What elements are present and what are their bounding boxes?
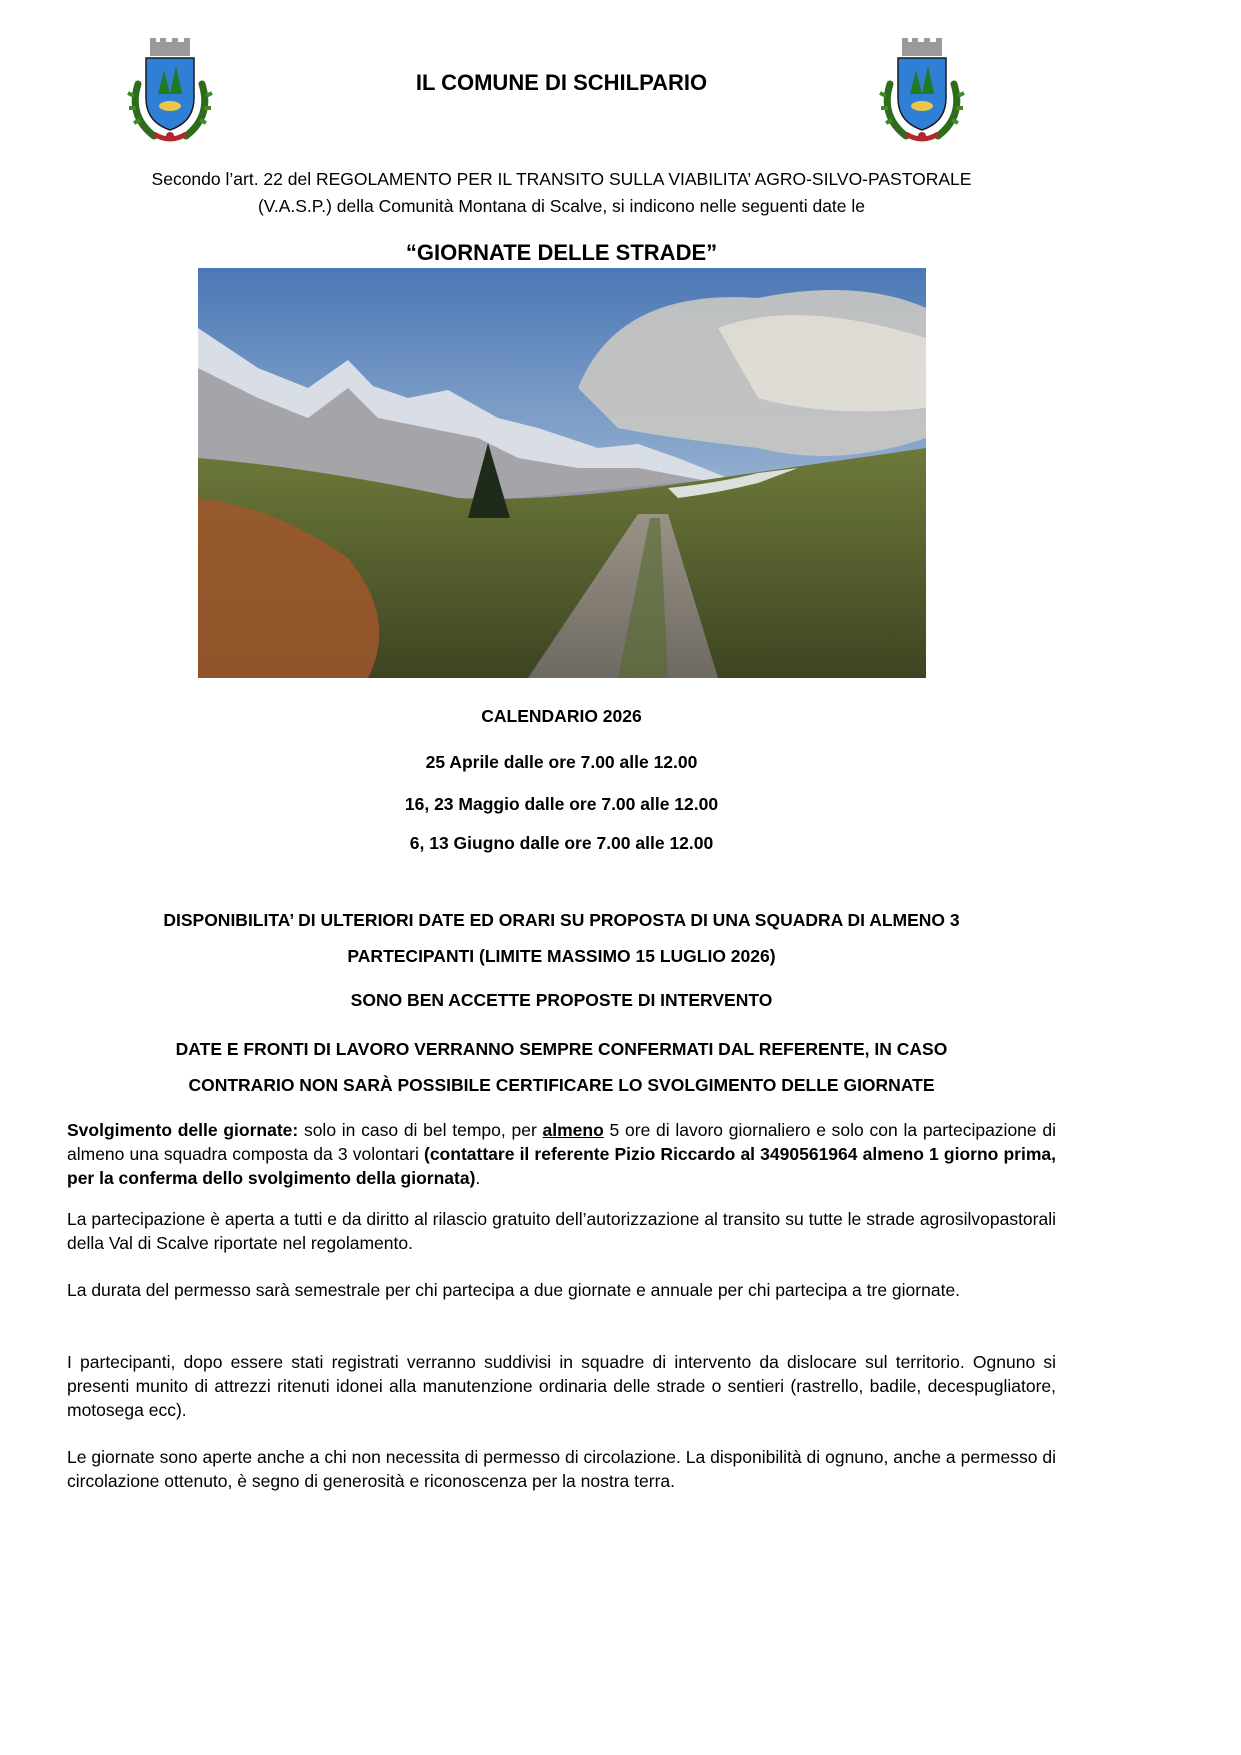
availability-notice [60,902,1063,974]
availability-line-2: PARTECIPANTI (LIMITE MASSIMO 15 LUGLIO 2026) [347,946,776,966]
schedule-contact: (contattare il referente Pizio Riccardo al 3490561964 almeno 1 giorno prima, per la conferma dello svolgimento della giornata) [67,1144,1056,1188]
availability-line-1: DISPONIBILITA’ DI ULTERIORI DATE ED ORARI SU PROPOSTA DI UNA SQUADRA DI ALMENO 3 [163,910,960,930]
intro-line-2: (V.A.S.P.) della Comunità Montana di Scalve, si indicono nelle seguenti date le [257,196,866,216]
paragraph-participation [67,1207,1056,1255]
mountain-road-photo [198,268,926,678]
page-title: IL COMUNE DI SCHILPARIO [415,70,708,95]
open-text: Le giornate sono aperte anche a chi non necessita di permesso di circolazione. La disponibilità di ognuno, anche a permesso di circolazione ottenuto, è segno di generosità e riconoscenza per la nostra terra. [67,1447,1056,1491]
intro-text [60,166,1063,220]
schedule-end: . [475,1168,481,1188]
coat-of-arms-icon [876,36,968,146]
calendar-date: 16, 23 Maggio dalle ore 7.00 alle 12.00 [404,794,719,814]
proposals-notice: SONO BEN ACCETTE PROPOSTE DI INTERVENTO [350,990,773,1010]
calendar-date: 25 Aprile dalle ore 7.00 alle 12.00 [425,752,698,772]
calendar-title: CALENDARIO 2026 [481,706,642,726]
paragraph-open [67,1445,1056,1493]
schedule-text-b: 5 ore di lavoro giornaliero e solo con la partecipazione di almeno una squadra composta da 3 volontari [67,1120,1056,1164]
calendar-date: 6, 13 Giugno dalle ore 7.00 alle 12.00 [409,833,714,853]
confirmation-notice [60,1031,1063,1103]
paragraph-duration [67,1278,1056,1302]
paragraph-schedule [67,1118,1056,1190]
confirmation-line-1: DATE E FRONTI DI LAVORO VERRANNO SEMPRE CONFERMATI DAL REFERENTE, IN CASO [175,1039,948,1059]
teams-text: I partecipanti, dopo essere stati registrati verranno suddivisi in squadre di intervento da dislocare sul territorio. Ognuno si presenti munito di attrezzi ritenuti idonei alla manutenzione ordinaria delle strade o sentieri (rastrello, badile, decespugliatore, motosega ecc). [67,1352,1056,1420]
duration-text: La durata del permesso sarà semestrale per chi partecipa a due giornate e annuale per chi partecipa a tre giornate. [67,1280,961,1300]
subtitle: “GIORNATE DELLE STRADE” [405,240,718,265]
paragraph-teams [67,1350,1056,1422]
schedule-underlined: almeno [542,1120,604,1140]
confirmation-line-2: CONTRARIO NON SARÀ POSSIBILE CERTIFICARE LO SVOLGIMENTO DELLE GIORNATE [188,1075,935,1095]
schedule-text-a: solo in caso di bel tempo, per [298,1120,543,1140]
schedule-label: Svolgimento delle giornate: [67,1120,299,1140]
participation-text: La partecipazione è aperta a tutti e da diritto al rilascio gratuito dell’autorizzazione al transito su tutte le strade agrosilvopastorali della Val di Scalve riportate nel regolamento. [67,1209,1056,1253]
intro-line-1: Secondo l’art. 22 del REGOLAMENTO PER IL TRANSITO SULLA VIABILITA’ AGRO-SILVO-PASTORALE [151,169,972,189]
